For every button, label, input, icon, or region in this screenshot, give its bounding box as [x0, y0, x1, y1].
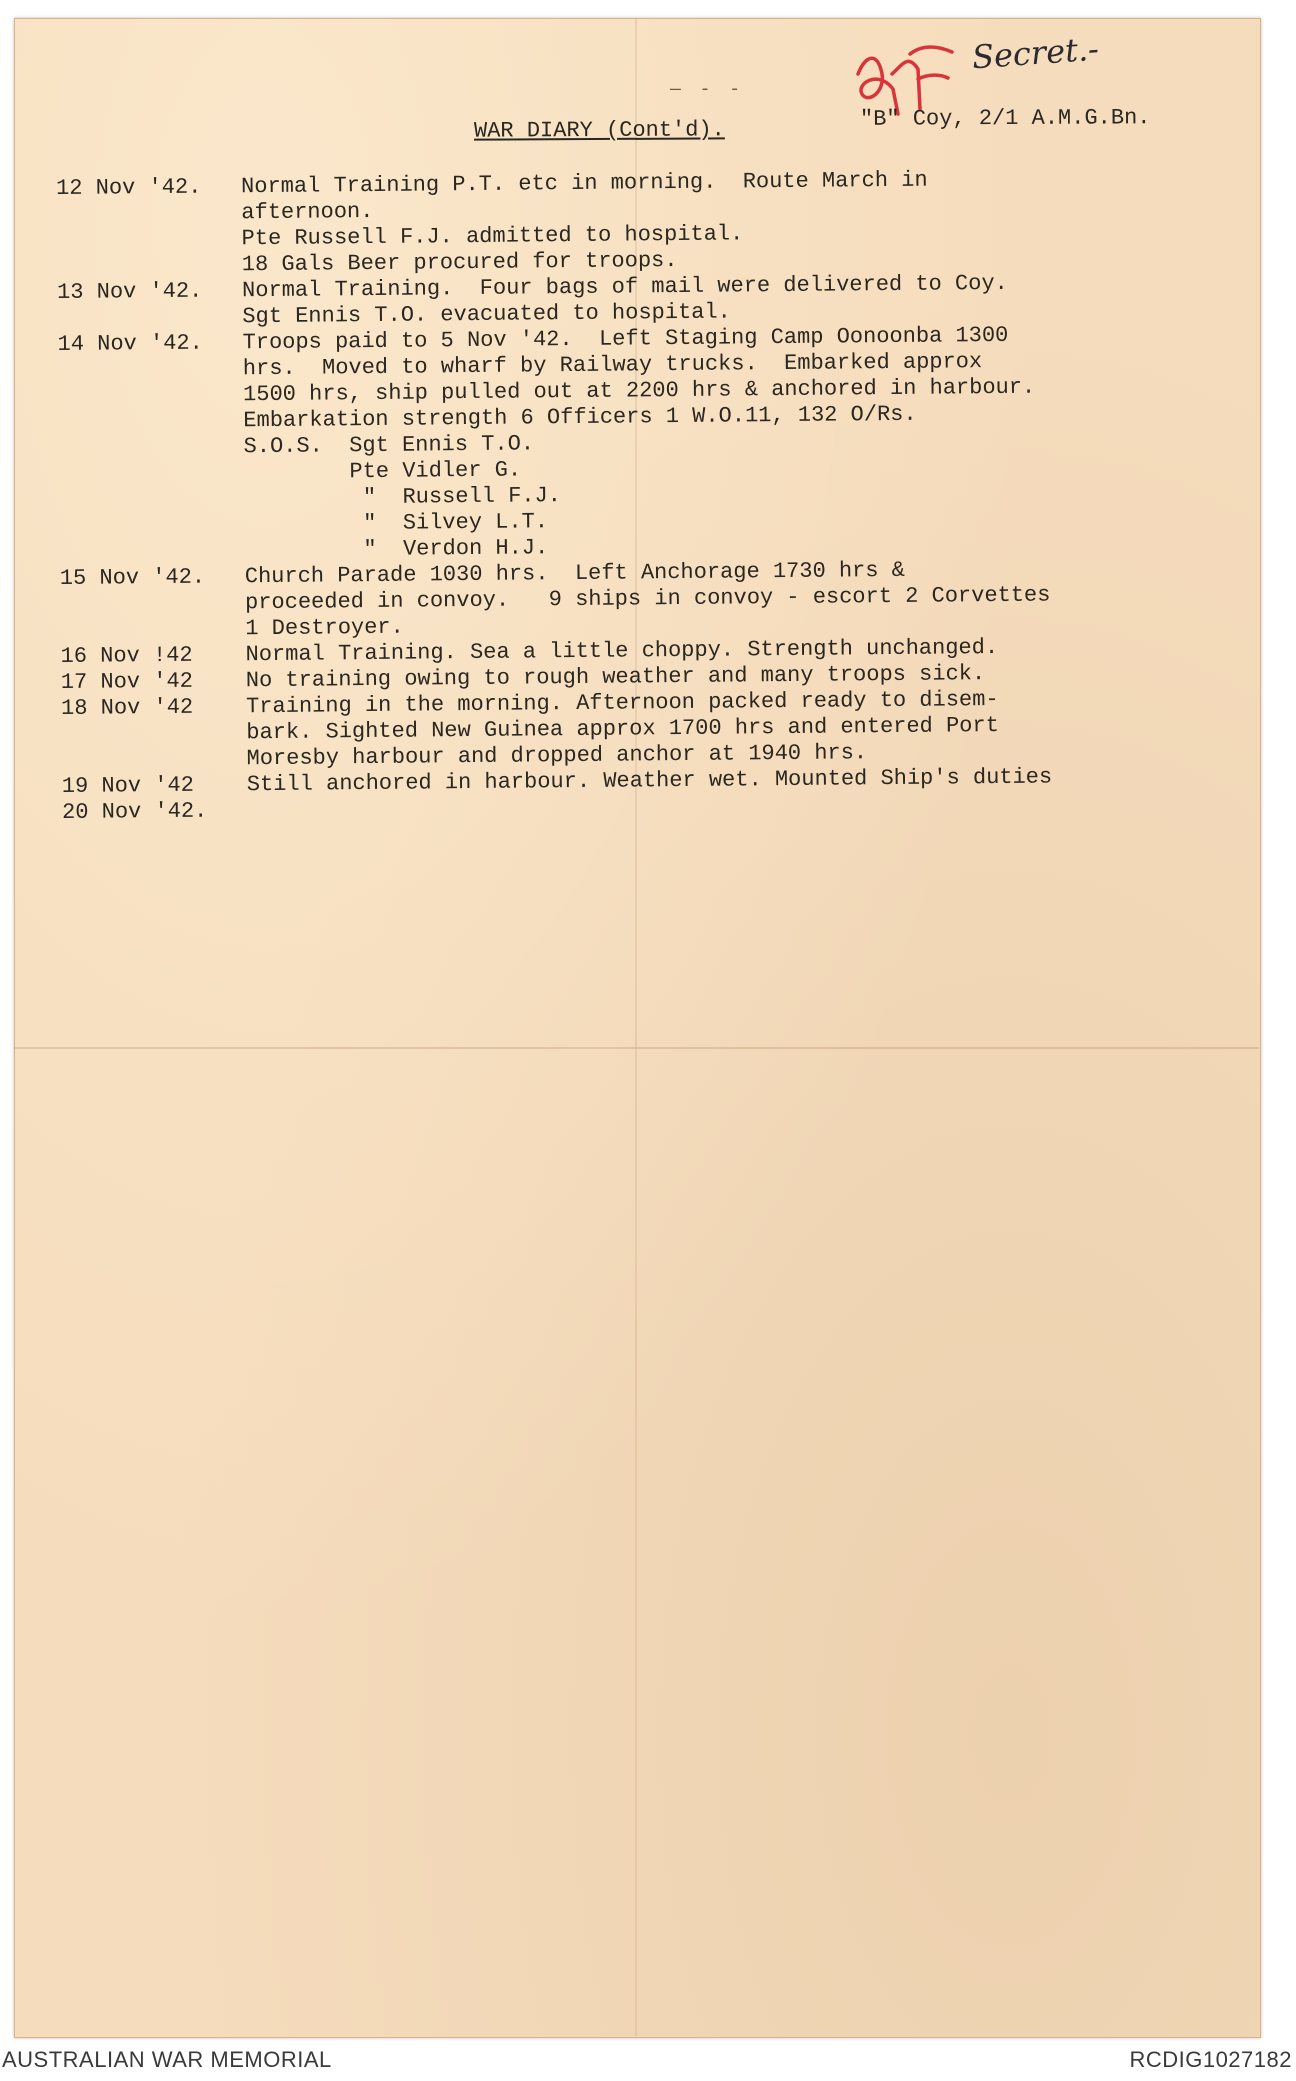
- entry-body: [246, 685, 1222, 772]
- handwritten-secret-note: Secret.-: [970, 29, 1101, 77]
- entry-date: 19 Nov '42: [61, 772, 195, 799]
- diary-entry: [61, 685, 1222, 774]
- entry-date: 15 Nov '42.: [59, 564, 206, 591]
- entry-date: 18 Nov '42: [60, 694, 194, 721]
- entry-line: proceeded in convoy. 9 ships in convoy - escort 2 Corvettes: [244, 582, 1051, 616]
- entry-line: Church Parade 1030 hrs. Left Anchorage 1730 hrs &: [244, 557, 906, 590]
- diary-entries: [56, 165, 1222, 826]
- entry-line: Moresby harbour and dropped anchor at 1940 hrs.: [246, 740, 868, 772]
- entry-line: S.O.S. Sgt Ennis T.O.: [243, 431, 535, 460]
- entry-line: 1 Destroyer.: [245, 614, 404, 642]
- entry-date: 12 Nov '42.: [56, 174, 202, 201]
- entry-line: " Russell F.J.: [243, 483, 562, 512]
- entry-date: 13 Nov '42.: [56, 278, 203, 305]
- entry-line: bark. Sighted New Guinea approx 1700 hrs and entered Port: [246, 712, 999, 746]
- entry-date: 14 Nov '42.: [57, 330, 203, 357]
- entry-line: hrs. Moved to wharf by Railway trucks. Embarked approx: [242, 349, 983, 382]
- entry-date: 17 Nov '42: [60, 668, 194, 695]
- entry-line: Pte Vidler G.: [243, 457, 522, 486]
- entry-line: Normal Training. Sea a little choppy. Strength unchanged.: [245, 634, 999, 668]
- diary-entry: [60, 555, 1221, 644]
- entry-line: " Silvey L.T.: [244, 509, 549, 538]
- entry-line: 18 Gals Beer procured for troops.: [241, 248, 678, 278]
- footer-record-id: RCDIG1027182: [1129, 2047, 1292, 2072]
- entry-line: Pte Russell F.J. admitted to hospital.: [241, 221, 744, 252]
- entry-body: [242, 269, 1217, 330]
- diary-entry: [57, 321, 1219, 566]
- entry-line: " Verdon H.J.: [244, 535, 549, 564]
- entry-body: [242, 321, 1219, 564]
- diary-entry: [56, 165, 1217, 280]
- unit-designation: "B" Coy, 2/1 A.M.G.Bn.: [859, 105, 1151, 132]
- entry-line: Normal Training P.T. etc in morning. Route March in: [240, 167, 928, 200]
- entry-date: 20 Nov '42.: [61, 798, 208, 825]
- entry-line: Embarkation strength 6 Officers 1 W.O.11, 132 O/Rs.: [243, 401, 917, 434]
- entry-line: 1500 hrs, ship pulled out at 2200 hrs & anchored in harbour.: [242, 374, 1036, 408]
- stray-marks: — - -: [670, 80, 745, 100]
- entry-date: 16 Nov !42: [60, 642, 193, 669]
- entry-body: [241, 165, 1217, 278]
- entry-line: Normal Training. Four bags of mail were delivered to Coy.: [241, 270, 1008, 304]
- entry-line: No training owing to rough weather and many troops sick.: [245, 661, 986, 694]
- entry-line: afternoon.: [241, 198, 374, 226]
- entry-line: Still anchored in harbour. Weather wet. Mounted Ship's duties: [246, 764, 1053, 798]
- entry-line: Training in the morning. Afternoon packed ready to disem-: [245, 686, 999, 720]
- entry-body: [245, 555, 1221, 642]
- entry-line: Troops paid to 5 Nov '42. Left Staging Camp Oonoonba 1300: [242, 322, 1009, 356]
- entry-line: Sgt Ennis T.O. evacuated to hospital.: [242, 299, 731, 330]
- diary-title: WAR DIARY (Cont'd).: [473, 117, 725, 144]
- footer-archive-name: AUSTRALIAN WAR MEMORIAL: [2, 2047, 332, 2072]
